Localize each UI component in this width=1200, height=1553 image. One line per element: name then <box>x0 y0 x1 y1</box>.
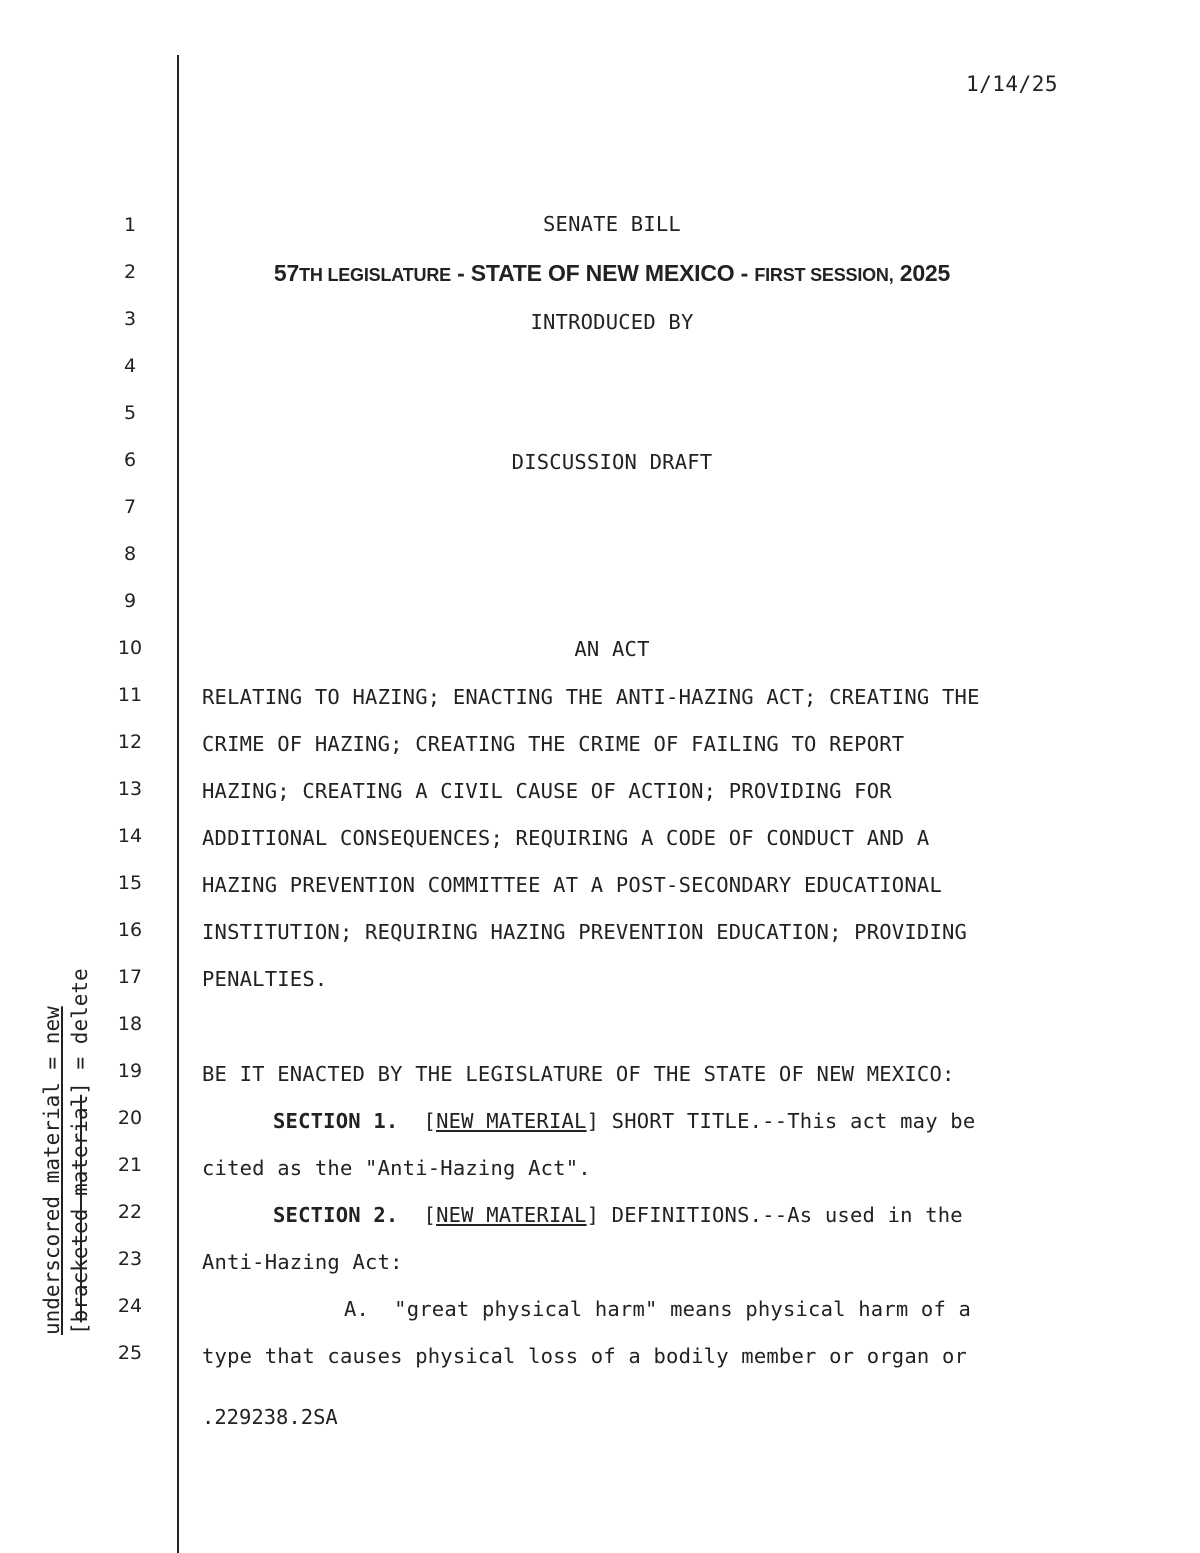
section-2-title: ] DEFINITIONS.--As used in the <box>586 1203 963 1227</box>
line-number: 20 <box>117 1107 143 1129</box>
title-line: HAZING; CREATING A CIVIL CAUSE OF ACTION; PROVIDING FOR <box>202 779 892 803</box>
session-label: FIRST SESSION, <box>754 265 894 285</box>
line-number: 21 <box>117 1154 143 1176</box>
bill-type: SENATE BILL <box>543 212 681 236</box>
line-number: 6 <box>123 449 137 471</box>
section-1-label: SECTION 1. <box>273 1109 399 1133</box>
section-1-heading <box>202 1109 975 1133</box>
heading-separator: - <box>450 260 471 286</box>
legislature-heading <box>202 260 1022 287</box>
legislature-number: 57 <box>273 260 300 286</box>
line-number: 3 <box>123 308 137 330</box>
draft-label: DISCUSSION DRAFT <box>511 450 713 474</box>
margin-rule <box>177 55 179 1553</box>
line-number: 25 <box>117 1342 143 1364</box>
introduced-by: INTRODUCED BY <box>530 310 694 334</box>
line-number: 10 <box>117 637 143 659</box>
legend-new-suffix: = new <box>40 1006 64 1083</box>
title-line: PENALTIES. <box>202 967 328 991</box>
legend-new <box>38 935 66 1335</box>
heading-separator: - <box>734 260 755 286</box>
subsection-a: A. "great physical harm" means physical harm of a <box>344 1297 972 1321</box>
line-number: 2 <box>123 261 137 283</box>
line-number: 23 <box>117 1248 143 1270</box>
section-2-continuation: Anti-Hazing Act: <box>202 1250 403 1274</box>
bracket-open: [ <box>398 1109 437 1133</box>
title-line: HAZING PREVENTION COMMITTEE AT A POST-SECONDARY EDUCATIONAL <box>202 873 942 897</box>
line-number: 15 <box>117 872 143 894</box>
line-number: 16 <box>117 919 143 941</box>
line-number: 19 <box>117 1060 143 1082</box>
legend-underscored: underscored material <box>40 1082 64 1335</box>
legend-bracket-open: [ <box>68 1322 92 1335</box>
section-1-title: ] SHORT TITLE.--This act may be <box>586 1109 976 1133</box>
new-material-tag: NEW MATERIAL <box>436 1203 587 1227</box>
legend-delete-suffix: ] = delete <box>68 968 92 1095</box>
section-2-label: SECTION 2. <box>273 1203 399 1227</box>
line-number: 17 <box>117 966 143 988</box>
new-material-tag: NEW MATERIAL <box>436 1109 587 1133</box>
title-line: RELATING TO HAZING; ENACTING THE ANTI-HAZING ACT; CREATING THE <box>202 685 980 709</box>
legislature-suffix: TH LEGISLATURE <box>299 265 451 285</box>
bracket-open: [ <box>398 1203 437 1227</box>
line-number: 22 <box>117 1201 143 1223</box>
title-line: ADDITIONAL CONSEQUENCES; REQUIRING A CODE OF CONDUCT AND A <box>202 826 930 850</box>
line-number: 8 <box>123 543 137 565</box>
line-number: 14 <box>117 825 143 847</box>
section-1-continuation: cited as the "Anti-Hazing Act". <box>202 1156 591 1180</box>
title-line: CRIME OF HAZING; CREATING THE CRIME OF FAILING TO REPORT <box>202 732 905 756</box>
state-name: STATE OF NEW MEXICO <box>470 260 735 286</box>
line-number: 24 <box>117 1295 143 1317</box>
act-heading: AN ACT <box>574 637 650 661</box>
line-number: 4 <box>123 355 137 377</box>
session-year: 2025 <box>893 260 951 286</box>
line-number: 18 <box>117 1013 143 1035</box>
title-line: INSTITUTION; REQUIRING HAZING PREVENTION EDUCATION; PROVIDING <box>202 920 968 944</box>
line-number: 5 <box>123 402 137 424</box>
document-id: .229238.2SA <box>202 1405 338 1429</box>
legend-delete <box>66 935 94 1335</box>
draft-date: 1/14/25 <box>965 72 1058 96</box>
subsection-a-continuation: type that causes physical loss of a bodily member or organ or <box>202 1344 968 1368</box>
line-number: 11 <box>117 684 143 706</box>
enacting-clause: BE IT ENACTED BY THE LEGISLATURE OF THE STATE OF NEW MEXICO: <box>202 1062 955 1086</box>
legend-bracketed: bracketed material <box>68 1094 92 1323</box>
line-number: 12 <box>117 731 143 753</box>
line-number: 7 <box>123 496 137 518</box>
line-number: 1 <box>123 214 137 236</box>
line-number: 13 <box>117 778 143 800</box>
material-legend <box>38 935 94 1335</box>
section-2-heading <box>202 1203 963 1227</box>
line-number: 9 <box>123 590 137 612</box>
